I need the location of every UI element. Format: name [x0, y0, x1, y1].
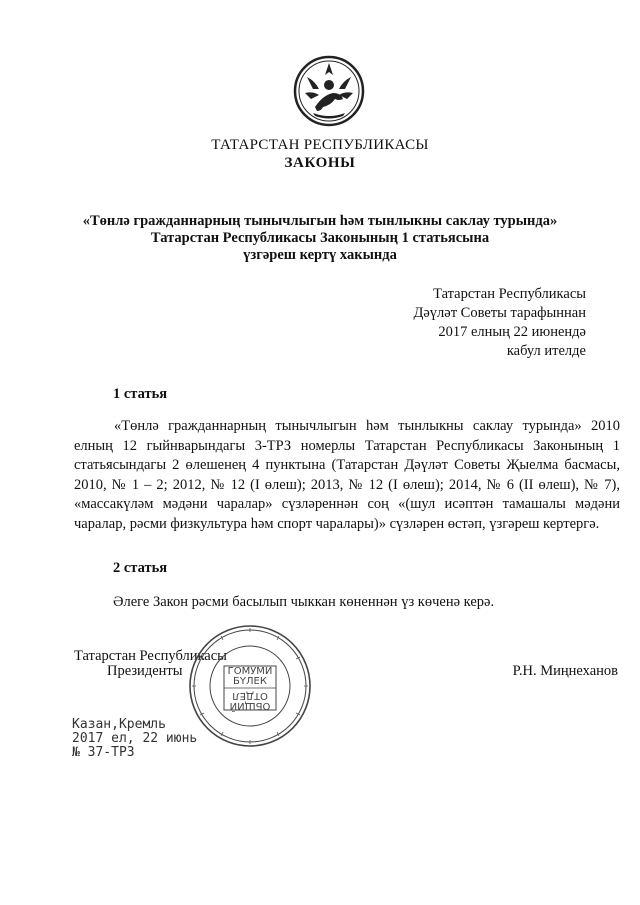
article-1-text: «Төнлә гражданнарның тынычлыгын һәм тынлыкны саклау турында» 2010 елның 12 гыйнварындагы 3-ТРЗ номерлы Татарстан Республикасы Законының 1 статьясындагы 2 өлешенең 4 пунктына (Татарстан Дәүләт Советы Җыелма басмасы, 2010, № 1 – 2; 2012, № 12 (I өлеш); 2013, № 12 (I өлеш); 2014, № 6 (II өлеш), № 7), «массакүләм мәдәни чаралар» сүзләреннән соң «(шул исәптән тамашалы мәдәни чаралар, рәсми физкультура һәм спорт чаралары)» сүзләрен өстәп, үзгәреш кертергә. — [74, 418, 620, 532]
signatory-position: Татарстан Республикасы — [74, 648, 227, 664]
adoption-line: Татарстан Республикасы — [433, 286, 586, 302]
law-subject-line: Татарстан Республикасы Законының 1 статьясына — [150, 230, 490, 246]
stamp-text: ОТДЕЛ — [232, 690, 268, 701]
adoption-note — [326, 285, 586, 361]
article-1-heading: 1 статья — [113, 386, 168, 402]
signatory-name: Р.Н. Миңнеханов — [512, 663, 618, 679]
coat-of-arms-icon — [293, 55, 365, 127]
law-subject-line: «Төнлә гражданнарның тынычлыгын һәм тынлыкны саклау турында» — [82, 213, 558, 229]
adoption-line: Дәүләт Советы тарафыннан — [413, 305, 586, 321]
law-subject — [0, 213, 640, 264]
document-type: ЗАКОНЫ — [284, 155, 356, 171]
stamp-text: ГОМУМИ — [227, 666, 273, 677]
footer-number: № 37-ТРЗ — [72, 745, 135, 760]
adoption-line: кабул ителде — [506, 343, 586, 359]
law-subject-line: үзгәреш кертү хакында — [243, 247, 397, 263]
republic-title: ТАТАРСТАН РЕСПУБЛИКАСЫ — [211, 137, 429, 153]
stamp-text: ОБЩИЙ — [229, 700, 271, 711]
footer-place: Казан,Кремль — [72, 717, 166, 732]
stamp-text: БҮЛЕК — [233, 676, 267, 687]
official-stamp — [186, 622, 314, 750]
signatory-position: Президенты — [107, 663, 183, 679]
article-2-heading: 2 статья — [113, 560, 168, 576]
footer-date: 2017 ел, 22 июнь — [72, 731, 198, 746]
adoption-line: 2017 елның 22 июнендә — [438, 324, 586, 340]
article-2-text: Әлеге Закон рәсми басылып чыккан көненнән үз көченә керә. — [113, 594, 495, 610]
